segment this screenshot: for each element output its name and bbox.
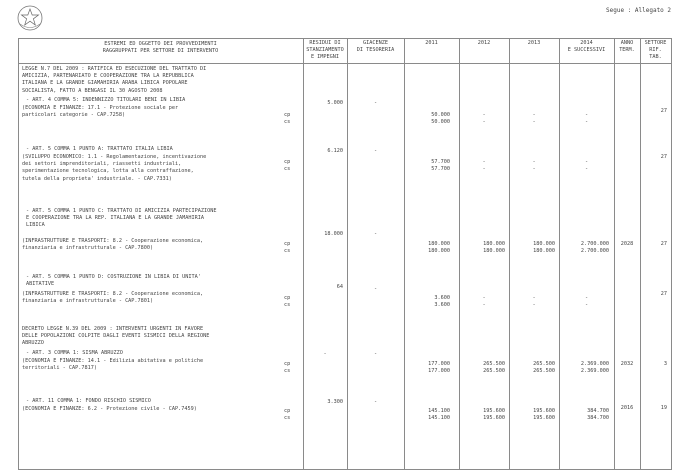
cs-label: cs bbox=[284, 119, 291, 125]
y2013-cs: 180.000 bbox=[533, 248, 555, 254]
item-title: - ART. 3 COMMA 1: SISMA ABRUZZO bbox=[26, 350, 123, 356]
y2011-cp: 180.000 bbox=[428, 241, 450, 247]
item-detail: (ECONOMIA E FINANZE: 6.2 - Protezione civile - CAP.7459) bbox=[22, 406, 197, 412]
item-title: - ART. 5 COMMA 1 PUNTO A: TRATTATO ITALIA LIBIA bbox=[26, 146, 173, 152]
y2013-cp: 180.000 bbox=[533, 241, 555, 247]
y2014-cs: 384.700 bbox=[587, 415, 609, 421]
item-title: - ART. 11 COMMA 1: FONDO RISCHIO SISMICO bbox=[26, 398, 151, 404]
cp-label: cp bbox=[284, 295, 291, 301]
y2014-cp: 384.700 bbox=[587, 408, 609, 414]
y2011-cs: 57.700 bbox=[431, 166, 450, 172]
header-description: ESTREMI ED OGGETTO DEI PROVVEDIMENTI RAGGRUPPATI PER SETTORE DI INTERVENTO bbox=[102, 41, 219, 54]
cs-label: cs bbox=[284, 166, 291, 172]
y2011-cp: 57.700 bbox=[431, 159, 450, 165]
anno-value: 2028 bbox=[620, 241, 634, 247]
header-settore: SETTORE RIF. TAB. bbox=[644, 40, 667, 60]
settore-value: 27 bbox=[660, 241, 667, 247]
appropriations-table bbox=[18, 38, 672, 470]
grid-line bbox=[18, 63, 672, 64]
residui-value: 3.300 bbox=[327, 399, 343, 405]
y2014-cp: - bbox=[584, 112, 589, 118]
residui-value: - bbox=[323, 351, 327, 357]
y2011-cs: 3.600 bbox=[434, 302, 450, 308]
y2012-cs: - bbox=[482, 166, 486, 172]
grid-line bbox=[18, 469, 672, 470]
grid-line bbox=[671, 38, 672, 470]
y2014-cs: - bbox=[584, 119, 589, 125]
y2012-cp: - bbox=[482, 295, 486, 301]
cs-label: cs bbox=[284, 368, 291, 374]
y2013-cs: - bbox=[532, 302, 536, 308]
y2012-cp: - bbox=[482, 159, 486, 165]
settore-value: 3 bbox=[663, 361, 667, 367]
item-detail: (SVILUPPO ECONOMICO: 1.1 - Regolamentazione, incentivazione dei settori imprenditoriali, riassetti industriali, sperimentazione tecnologica, lotta alla contraffazione, tutela della proprieta' industriale. - CAP.7331) bbox=[22, 154, 207, 182]
cs-label: cs bbox=[284, 415, 291, 421]
y2014-cs: - bbox=[584, 166, 589, 172]
item-title: - ART. 4 COMMA 5: INDENNIZZO TITOLARI BENI IN LIBIA bbox=[26, 97, 186, 103]
cp-label: cp bbox=[284, 159, 291, 165]
header-2014: 2014 E SUCCESSIVI bbox=[567, 40, 606, 53]
settore-value: 27 bbox=[660, 108, 667, 114]
law-heading: LEGGE N.7 DEL 2009 : RATIFICA ED ESECUZIONE DEL TRATTATO DI AMICIZIA, PARTENARIATO E COOPERAZIONE TRA LA REPUBBLICA ITALIANA E LA GRANDE GIAMAHIRIA ARABA LIBICA POPOLARE SOCIALISTA, FATTO A BENGASI IL 30 AGOSTO 2008 bbox=[22, 66, 207, 94]
grid-line bbox=[18, 38, 672, 39]
republic-emblem-icon bbox=[16, 4, 44, 32]
residui-value: 18.000 bbox=[324, 231, 343, 237]
header-2013: 2013 bbox=[527, 40, 541, 46]
law-heading: DECRETO LEGGE N.39 DEL 2009 : INTERVENTI URGENTI IN FAVORE DELLE POPOLAZIONI COLPITE DAGLI EVENTI SISMICI DELLA REGIONE ABRUZZO bbox=[22, 326, 210, 347]
y2013-cs: - bbox=[532, 166, 536, 172]
y2013-cp: 265.500 bbox=[533, 361, 555, 367]
y2014-cp: 2.700.000 bbox=[580, 241, 609, 247]
giacenze-value: - bbox=[373, 399, 378, 405]
y2011-cp: 50.000 bbox=[431, 112, 450, 118]
settore-value: 19 bbox=[660, 405, 667, 411]
y2013-cs: 265.500 bbox=[533, 368, 555, 374]
header-anno: ANNO TERM. bbox=[619, 40, 635, 53]
header-giacenze: GIACENZE DI TESORERIA bbox=[356, 40, 395, 53]
y2012-cp: 180.000 bbox=[483, 241, 505, 247]
header-residui: RESIDUI DI STANZIAMENTO E IMPEGNI bbox=[306, 40, 344, 60]
y2014-cs: 2.369.000 bbox=[580, 368, 609, 374]
y2012-cs: 265.500 bbox=[483, 368, 505, 374]
item-title: - ART. 5 COMMA 1 PUNTO C: TRATTATO DI AMICIZIA PARTECIPAZIONE E COOPERAZIONE TRA LA REP. ITALIANA E LA GRANDE JAMAHIRIA LIBICA bbox=[26, 208, 217, 229]
y2014-cs: - bbox=[584, 302, 589, 308]
residui-value: 5.000 bbox=[327, 100, 343, 106]
cp-label: cp bbox=[284, 112, 291, 118]
sequence-label: Segue : Allegato 2 bbox=[606, 7, 672, 14]
item-detail: (INFRASTRUTTURE E TRASPORTI: 8.2 - Cooperazione economica, finanziaria e infrastrutturale - CAP.7801) bbox=[22, 291, 204, 305]
y2013-cs: - bbox=[532, 119, 536, 125]
y2011-cp: 145.100 bbox=[428, 408, 450, 414]
y2011-cs: 177.000 bbox=[428, 368, 450, 374]
y2013-cp: - bbox=[532, 295, 536, 301]
y2014-cp: - bbox=[584, 159, 589, 165]
y2012-cs: - bbox=[482, 119, 486, 125]
y2012-cp: 195.600 bbox=[483, 408, 505, 414]
y2013-cp: 195.600 bbox=[533, 408, 555, 414]
y2013-cp: - bbox=[532, 159, 536, 165]
y2014-cs: 2.700.000 bbox=[580, 248, 609, 254]
y2013-cs: 195.600 bbox=[533, 415, 555, 421]
giacenze-value: - bbox=[373, 351, 378, 357]
header-2012: 2012 bbox=[477, 40, 491, 46]
y2012-cs: - bbox=[482, 302, 486, 308]
settore-value: 27 bbox=[660, 291, 667, 297]
item-detail: (ECONOMIA E FINANZE: 17.1 - Protezione sociale per particolari categorie - CAP.7258) bbox=[22, 105, 179, 119]
item-detail: (ECONOMIA E FINANZE: 14.1 - Edilizia abitativa e politiche territoriali - CAP.7817) bbox=[22, 358, 204, 372]
cs-label: cs bbox=[284, 248, 291, 254]
y2011-cs: 145.100 bbox=[428, 415, 450, 421]
settore-value: 27 bbox=[660, 154, 667, 160]
y2012-cp: - bbox=[482, 112, 486, 118]
y2014-cp: 2.369.000 bbox=[580, 361, 609, 367]
giacenze-value: - bbox=[373, 286, 378, 292]
y2012-cp: 265.500 bbox=[483, 361, 505, 367]
cp-label: cp bbox=[284, 241, 291, 247]
giacenze-value: - bbox=[373, 100, 378, 106]
cp-label: cp bbox=[284, 408, 291, 414]
y2011-cp: 3.600 bbox=[434, 295, 450, 301]
item-detail: (INFRASTRUTTURE E TRASPORTI: 8.2 - Cooperazione economica, finanziaria e infrastrutturale - CAP.7800) bbox=[22, 238, 204, 252]
cp-label: cp bbox=[284, 361, 291, 367]
header-2011: 2011 bbox=[425, 40, 438, 46]
giacenze-value: - bbox=[373, 148, 378, 154]
giacenze-value: - bbox=[373, 231, 378, 237]
y2011-cs: 180.000 bbox=[428, 248, 450, 254]
y2014-cp: - bbox=[584, 295, 589, 301]
y2011-cs: 50.000 bbox=[431, 119, 450, 125]
item-title: - ART. 5 COMMA 1 PUNTO D: COSTRUZIONE IN LIBIA DI UNITA' ABITATIVE bbox=[26, 274, 201, 288]
residui-value: 64 bbox=[336, 284, 343, 290]
residui-value: 6.120 bbox=[327, 148, 343, 154]
anno-value: 2016 bbox=[620, 405, 634, 411]
y2011-cp: 177.000 bbox=[428, 361, 450, 367]
y2012-cs: 180.000 bbox=[483, 248, 505, 254]
y2012-cs: 195.600 bbox=[483, 415, 505, 421]
cs-label: cs bbox=[284, 302, 291, 308]
y2013-cp: - bbox=[532, 112, 536, 118]
grid-line bbox=[18, 38, 19, 470]
anno-value: 2032 bbox=[620, 361, 634, 367]
